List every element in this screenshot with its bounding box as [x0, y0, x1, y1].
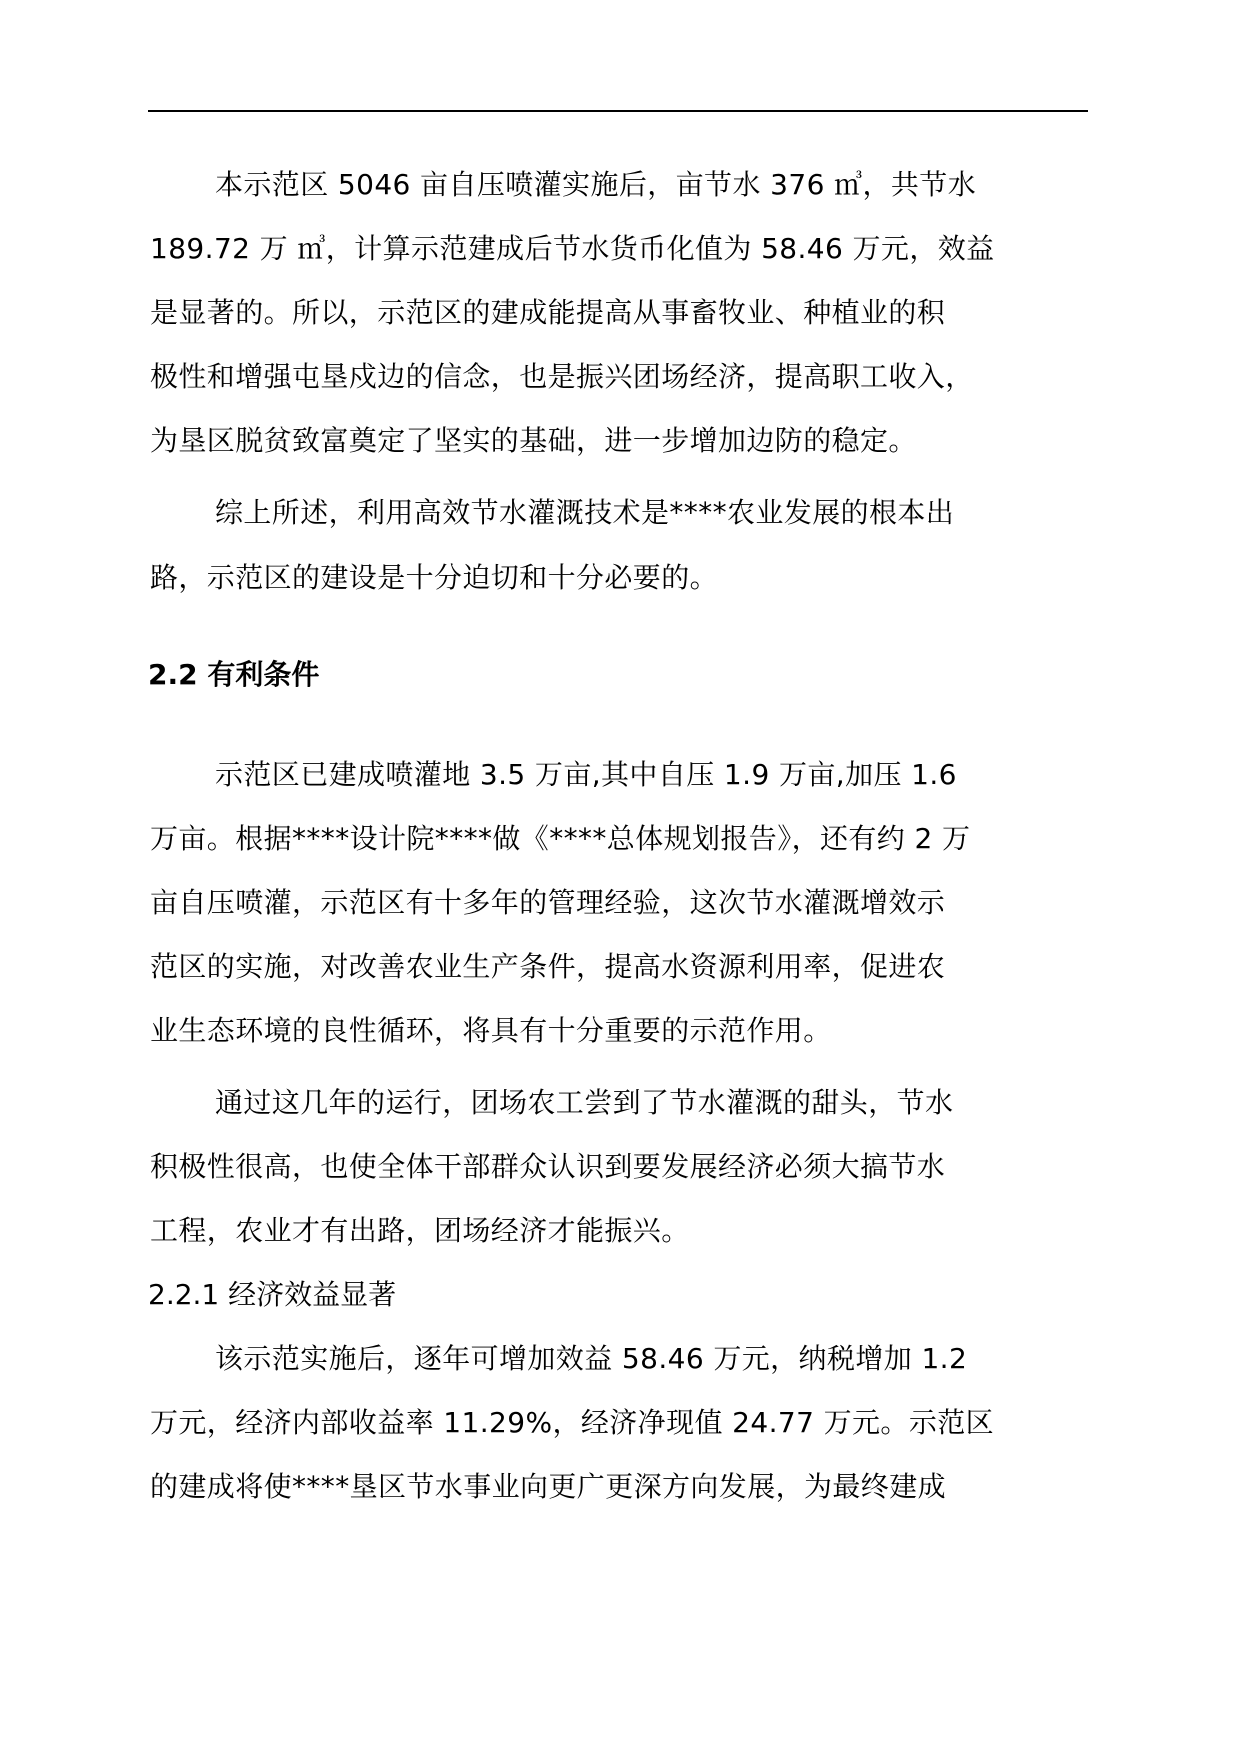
paragraph-line: 该示范实施后，逐年可增加效益 58.46 万元，纳税增加 1.2	[215, 1342, 968, 1375]
paragraph-line: 综上所述，利用高效节水灌溉技术是****农业发展的根本出	[215, 496, 955, 529]
paragraph-line: 通过这几年的运行，团场农工尝到了节水灌溉的甜头，节水	[215, 1086, 954, 1119]
section-heading: 2.2 有利条件	[148, 658, 320, 691]
paragraph-line: 万亩。根据****设计院****做《****总体规划报告》，还有约 2 万	[150, 822, 971, 855]
paragraph-line: 工程，农业才有出路，团场经济才能振兴。	[150, 1214, 690, 1247]
subsection-heading: 2.2.1 经济效益显著	[148, 1278, 397, 1311]
paragraph-line: 极性和增强屯垦戍边的信念，也是振兴团场经济，提高职工收入，	[150, 360, 974, 393]
paragraph-line: 是显著的。所以，示范区的建成能提高从事畜牧业、种植业的积	[150, 296, 946, 329]
paragraph-line: 范区的实施，对改善农业生产条件，提高水资源利用率，促进农	[150, 950, 946, 983]
paragraph-line: 的建成将使****垦区节水事业向更广更深方向发展，为最终建成	[150, 1470, 947, 1503]
paragraph-line: 万元，经济内部收益率 11.29%，经济净现值 24.77 万元。示范区	[150, 1406, 995, 1439]
paragraph-line: 亩自压喷灌，示范区有十多年的管理经验，这次节水灌溉增效示	[150, 886, 946, 919]
paragraph-line: 路，示范区的建设是十分迫切和十分必要的。	[150, 561, 719, 594]
paragraph-line: 本示范区 5046 亩自压喷灌实施后，亩节水 376 ㎥，共节水	[215, 168, 977, 201]
paragraph-line: 为垦区脱贫致富奠定了坚实的基础，进一步增加边防的稳定。	[150, 424, 917, 457]
paragraph-line: 业生态环境的良性循环，将具有十分重要的示范作用。	[150, 1014, 832, 1047]
paragraph-line: 积极性很高，也使全体干部群众认识到要发展经济必须大搞节水	[150, 1150, 946, 1183]
header-rule	[148, 110, 1088, 112]
paragraph-line: 示范区已建成喷灌地 3.5 万亩,其中自压 1.9 万亩,加压 1.6	[215, 758, 957, 791]
paragraph-line: 189.72 万 ㎥，计算示范建成后节水货币化值为 58.46 万元，效益	[150, 232, 995, 265]
